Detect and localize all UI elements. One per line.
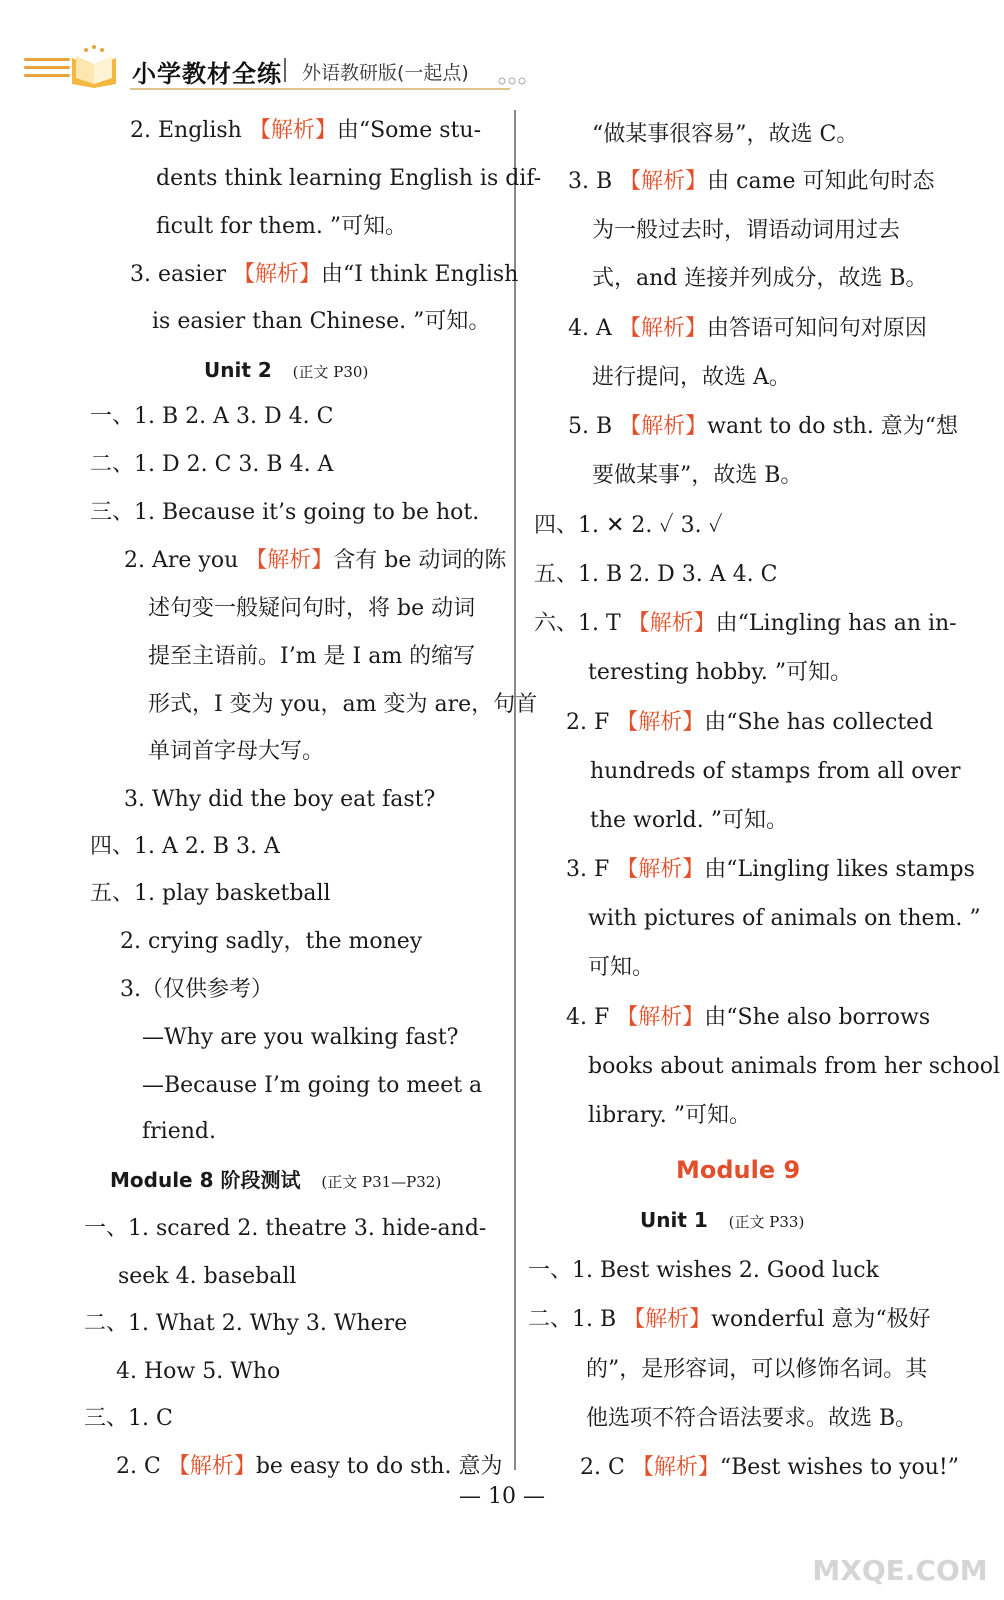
answer-text: 的”，是形容词，可以修饰名词。其 [586, 1357, 928, 1382]
answer-text: 四、1. A 2. B 3. A [90, 834, 280, 859]
page-number: — 10 — [459, 1484, 545, 1509]
answer-line [130, 120, 481, 142]
answer-line [528, 1309, 931, 1331]
answer-text: 四、1. ✕ 2. ✓ 3. ✓ [534, 513, 723, 538]
answer-text: Unit 2 [204, 358, 272, 382]
analysis-text: 由“Lingling likes stamps [704, 857, 975, 882]
analysis-text: 由“She also borrows [704, 1005, 931, 1030]
answer-line [566, 1007, 930, 1029]
answer-text: 4. F [566, 1005, 617, 1030]
analysis-text: 由“I think English [321, 262, 519, 287]
analysis-text: 由 came 可知此句时态 [707, 169, 935, 194]
analysis-tag: 【解析】 [627, 611, 716, 636]
answer-line [90, 406, 333, 428]
book-edition: 外语教研版(一起点) [302, 62, 469, 84]
analysis-tag: 【解析】 [623, 1307, 712, 1332]
page-header [0, 0, 1004, 100]
unit-heading [204, 360, 368, 380]
analysis-text: want to do sth. 意为“想 [707, 414, 959, 439]
analysis-tag: 【解析】 [248, 118, 337, 143]
answer-text: 5. B [568, 414, 620, 439]
answer-line [588, 662, 852, 684]
answer-line [142, 1027, 458, 1049]
answer-text: 2. English [130, 118, 249, 143]
analysis-tag: 【解析】 [619, 414, 708, 439]
answer-line [588, 908, 981, 930]
answer-text: —Because I’m going to meet a [142, 1073, 483, 1098]
answer-text: with pictures of animals on them. ” [588, 906, 981, 931]
answer-text: 提至主语前。I’m 是 I am 的缩写 [148, 644, 476, 669]
answer-line [120, 979, 273, 1001]
answer-text: 3. B [568, 169, 620, 194]
answer-text: 形式，I 变为 you，am 变为 are，句首 [148, 692, 538, 717]
analysis-tag: 【解析】 [616, 1005, 705, 1030]
answer-text: Module 8 阶段测试 [110, 1168, 301, 1192]
answer-line [534, 515, 723, 537]
analysis-tag: 【解析】 [167, 1454, 256, 1479]
answer-line [568, 318, 927, 340]
answer-line [116, 1456, 502, 1478]
answer-text: 3. easier [130, 262, 233, 287]
answer-line [592, 124, 858, 146]
analysis-tag: 【解析】 [616, 857, 705, 882]
answer-text: 2. C [116, 1454, 168, 1479]
answer-text: ficult for them. ”可知。 [156, 214, 408, 239]
answer-line [592, 367, 791, 389]
answer-line [592, 465, 802, 487]
answer-text: 二、1. B [528, 1307, 624, 1332]
analysis-tag: 【解析】 [232, 262, 321, 287]
answer-line [566, 712, 933, 734]
analysis-text: wonderful 意为“极好 [711, 1307, 931, 1332]
answer-text: 二、1. D 2. C 3. B 4. A [90, 452, 334, 477]
analysis-tag: 【解析】 [618, 316, 707, 341]
title-separator [284, 58, 286, 82]
answer-line [152, 311, 490, 333]
answer-line [588, 1056, 1000, 1078]
answer-line [118, 1266, 296, 1288]
answer-line [84, 1313, 407, 1335]
answer-line [568, 171, 934, 193]
answer-line [84, 1218, 486, 1240]
column-divider [514, 110, 516, 1470]
answer-line [124, 789, 435, 811]
section-heading [676, 1158, 800, 1182]
analysis-tag: 【解析】 [616, 710, 705, 735]
answer-text: 3. Why did the boy eat fast? [124, 787, 436, 812]
watermark-logo [810, 1496, 990, 1596]
answer-text: 五、1. play basketball [90, 881, 331, 906]
answer-text: 要做某事”，故选 B。 [592, 463, 803, 488]
answer-text: library. ”可知。 [588, 1103, 752, 1128]
header-dots-decoration [498, 74, 526, 88]
answer-line [156, 168, 541, 190]
answer-line [124, 550, 506, 572]
answer-line [142, 1121, 216, 1143]
answer-line [90, 836, 280, 858]
answer-text: 可知。 [588, 955, 655, 980]
answer-text: 他选项不符合语法要求。故选 B。 [586, 1406, 918, 1431]
answer-text: books about animals from her school [588, 1054, 1001, 1079]
answer-text: dents think learning English is dif- [156, 166, 542, 191]
page-reference: (正文 P33) [728, 1213, 805, 1231]
answer-text: hundreds of stamps from all over [590, 759, 961, 784]
answer-text: 三、1. Because it’s going to be hot. [90, 500, 480, 525]
analysis-tag: 【解析】 [631, 1455, 720, 1480]
answer-text: 述句变一般疑问句时，将 be 动词 [148, 596, 476, 621]
answer-text: 三、1. C [84, 1406, 173, 1431]
answer-text: 2. Are you [124, 548, 246, 573]
answer-text: 4. A [568, 316, 619, 341]
answer-line [586, 1408, 917, 1430]
header-rule [130, 88, 510, 90]
answer-text: seek 4. baseball [118, 1264, 297, 1289]
answer-text: 2. F [566, 710, 617, 735]
answer-text: 一、1. scared 2. theatre 3. hide-and- [84, 1216, 487, 1241]
analysis-text: 由“Some stu- [336, 118, 482, 143]
answer-line [592, 220, 900, 242]
answer-text: “做某事很容易”，故选 C。 [592, 122, 859, 147]
answer-line [566, 859, 975, 881]
answer-line [590, 810, 788, 832]
answer-text: 4. How 5. Who [116, 1359, 281, 1384]
answer-line [592, 268, 928, 290]
answer-text: Unit 1 [640, 1208, 708, 1232]
watermark-text: MXQE.COM [812, 1554, 988, 1587]
answer-line [130, 264, 518, 286]
answer-text: 单词首字母大写。 [148, 739, 325, 764]
answer-line [156, 216, 407, 238]
analysis-tag: 【解析】 [245, 548, 334, 573]
answer-line [90, 454, 333, 476]
unit-heading [110, 1170, 441, 1190]
answer-line [148, 694, 537, 716]
answer-line [588, 1105, 751, 1127]
answer-text: teresting hobby. ”可知。 [588, 660, 853, 685]
answer-text: 一、1. B 2. A 3. D 4. C [90, 404, 334, 429]
analysis-text: 含有 be 动词的陈 [333, 548, 507, 573]
answer-text: 2. C [580, 1455, 632, 1480]
answer-line [148, 646, 475, 668]
page-reference: (正文 P31—P32) [321, 1173, 442, 1191]
answer-line [116, 1361, 280, 1383]
analysis-text: 由“Lingling has an in- [715, 611, 957, 636]
answer-text: 进行提问，故选 A。 [592, 365, 791, 390]
analysis-text: be easy to do sth. 意为 [255, 1454, 503, 1479]
analysis-text: 由答语可知问句对原因 [706, 316, 927, 341]
answer-text: —Why are you walking fast? [142, 1025, 459, 1050]
answer-text: 一、1. Best wishes 2. Good luck [528, 1258, 879, 1283]
answer-text: 3.（仅供参考） [120, 977, 273, 1002]
open-book-icon [68, 44, 120, 88]
answer-line [590, 761, 961, 783]
analysis-text: “Best wishes to you!” [719, 1455, 960, 1480]
analysis-text: 由“She has collected [704, 710, 934, 735]
answer-line [568, 416, 958, 438]
answer-line [148, 598, 475, 620]
unit-heading [640, 1210, 804, 1230]
answer-line [90, 883, 331, 905]
answer-text: the world. ”可知。 [590, 808, 788, 833]
answer-text: 式，and 连接并列成分，故选 B。 [592, 266, 928, 291]
answer-line [586, 1359, 927, 1381]
book-title: 小学教材全练 [132, 60, 282, 88]
answer-line [588, 957, 654, 979]
answer-line [90, 502, 479, 524]
answer-text: 2. crying sadly，the money [120, 929, 423, 954]
answer-text: 五、1. B 2. D 3. A 4. C [534, 562, 778, 587]
analysis-tag: 【解析】 [619, 169, 708, 194]
answer-line [580, 1457, 959, 1479]
answer-text: 为一般过去时，谓语动词用过去 [592, 218, 901, 243]
answer-text: 六、1. T [534, 611, 628, 636]
page-reference: (正文 P30) [292, 363, 369, 381]
header-decoration-lines [24, 58, 70, 82]
answer-text: is easier than Chinese. ”可知。 [152, 309, 491, 334]
answer-line [84, 1408, 173, 1430]
answer-line [120, 931, 422, 953]
answer-text: Module 9 [676, 1156, 801, 1184]
answer-line [148, 741, 324, 763]
answer-line [142, 1075, 482, 1097]
answer-line [534, 613, 957, 635]
answer-text: 二、1. What 2. Why 3. Where [84, 1311, 408, 1336]
answer-text: friend. [142, 1119, 216, 1144]
answer-text: 3. F [566, 857, 617, 882]
answer-line [528, 1260, 879, 1282]
answer-line [534, 564, 777, 586]
